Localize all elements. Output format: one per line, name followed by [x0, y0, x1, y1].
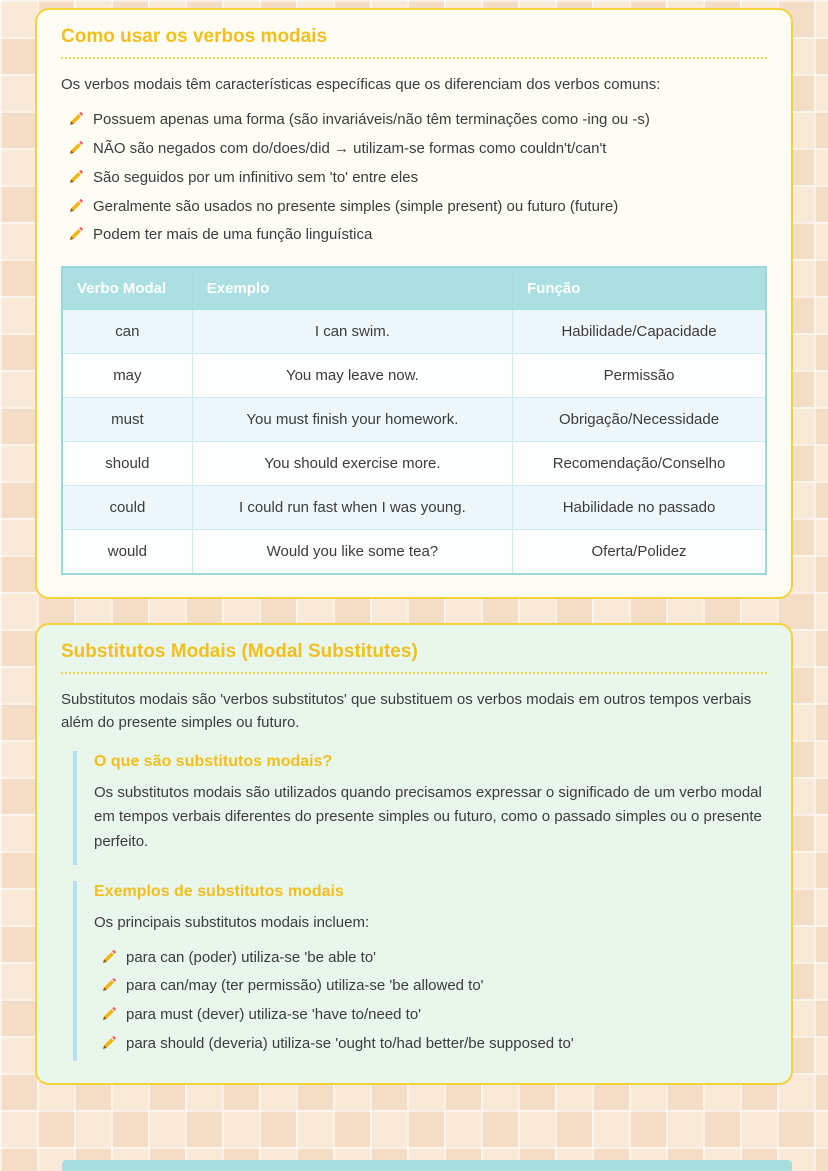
subsection-body: Os substitutos modais são utilizados quando precisamos expressar o significado de um verbo modal em tempos verbais diferentes do presente simples ou futuro, como o passado simples ou o presente perfeito. [94, 783, 762, 850]
table-row [62, 310, 766, 354]
pencil-icon [68, 226, 84, 242]
bullet-text: NÃO são negados com do/does/did → utilizam-se formas como couldn't/can't [93, 140, 607, 157]
table-cell: You should exercise more. [192, 442, 512, 486]
intro-text: Substitutos modais são 'verbos substitutos' que substituem os verbos modais em outros tempos verbais além do presente simples ou futuro. [61, 691, 752, 732]
table-cell: can [62, 310, 192, 354]
table-row [62, 398, 766, 442]
bullet-text: para must (dever) utiliza-se 'have to/need to' [126, 1006, 422, 1023]
table-cell: I can swim. [192, 310, 512, 354]
bullet-text: São seguidos por um infinitivo sem 'to' entre eles [93, 168, 419, 186]
pencil-icon [101, 949, 117, 965]
bullet-text: Possuem apenas uma forma (são invariáveis/não têm terminações como -ing ou -s) [93, 111, 650, 129]
list-item [61, 221, 767, 250]
modal-verbs-table [61, 266, 767, 575]
table-cell: must [62, 398, 192, 442]
table-cell: Habilidade/Capacidade [513, 310, 766, 354]
list-item [61, 135, 767, 164]
list-item [61, 193, 767, 222]
table-cell: I could run fast when I was young. [192, 486, 512, 530]
table-header-cell: Verbo Modal [62, 267, 192, 310]
table-cell: could [62, 486, 192, 530]
bullet-text: Podem ter mais de uma função linguística [93, 226, 373, 244]
table-row [62, 486, 766, 530]
pencil-icon [101, 1006, 117, 1022]
table-row [62, 530, 766, 575]
subsection-title: O que são substitutos modais? [94, 752, 333, 770]
bullet-text: Geralmente são usados no presente simples (simple present) ou futuro (future) [93, 197, 619, 215]
subsection-title: Exemplos de substitutos modais [94, 882, 344, 900]
table-cell: Oferta/Polidez [513, 530, 766, 575]
list-item [94, 1001, 767, 1030]
table-cell: You may leave now. [192, 354, 512, 398]
bullet-list [61, 106, 767, 250]
intro-text: Os verbos modais têm características específicas que os diferenciam dos verbos comuns: [61, 76, 661, 93]
table-cell: would [62, 530, 192, 575]
pencil-icon [68, 198, 84, 214]
card-como-usar-verbos-modais [35, 8, 793, 599]
card-title: Substitutos Modais (Modal Substitutes) [61, 641, 767, 674]
card-substitutos-modais [35, 623, 793, 1085]
table-header-row [62, 267, 766, 310]
subsection-exemplos [73, 881, 767, 1061]
subsection-definicao [73, 751, 767, 865]
pencil-icon [68, 111, 84, 127]
bullet-text: para should (deveria) utiliza-se 'ought to/had better/be supposed to' [126, 1034, 574, 1052]
table-row [62, 354, 766, 398]
subsection-body: Os principais substitutos modais incluem: [94, 913, 370, 931]
pencil-icon [101, 1035, 117, 1051]
cutoff-table-header [62, 1160, 792, 1171]
table-cell: Obrigação/Necessidade [513, 398, 766, 442]
list-item [94, 1030, 767, 1059]
table-cell: Recomendação/Conselho [513, 442, 766, 486]
table-header-cell: Exemplo [192, 267, 512, 310]
table-row [62, 442, 766, 486]
table-cell: Permissão [513, 354, 766, 398]
table-cell: Would you like some tea? [192, 530, 512, 575]
pencil-icon [68, 169, 84, 185]
card-title: Como usar os verbos modais [61, 26, 767, 59]
table-cell: Habilidade no passado [513, 486, 766, 530]
bullet-text: para can/may (ter permissão) utiliza-se 'be allowed to' [126, 977, 484, 995]
pencil-icon [101, 977, 117, 993]
table-cell: You must finish your homework. [192, 398, 512, 442]
list-item [61, 106, 767, 135]
list-item [94, 944, 767, 973]
pencil-icon [68, 140, 84, 156]
table-cell: should [62, 442, 192, 486]
bullet-text: para can (poder) utiliza-se 'be able to' [126, 948, 377, 966]
table-cell: may [62, 354, 192, 398]
list-item [61, 164, 767, 193]
bullet-list [94, 944, 767, 1059]
list-item [94, 972, 767, 1001]
table-header-cell: Função [513, 267, 766, 310]
